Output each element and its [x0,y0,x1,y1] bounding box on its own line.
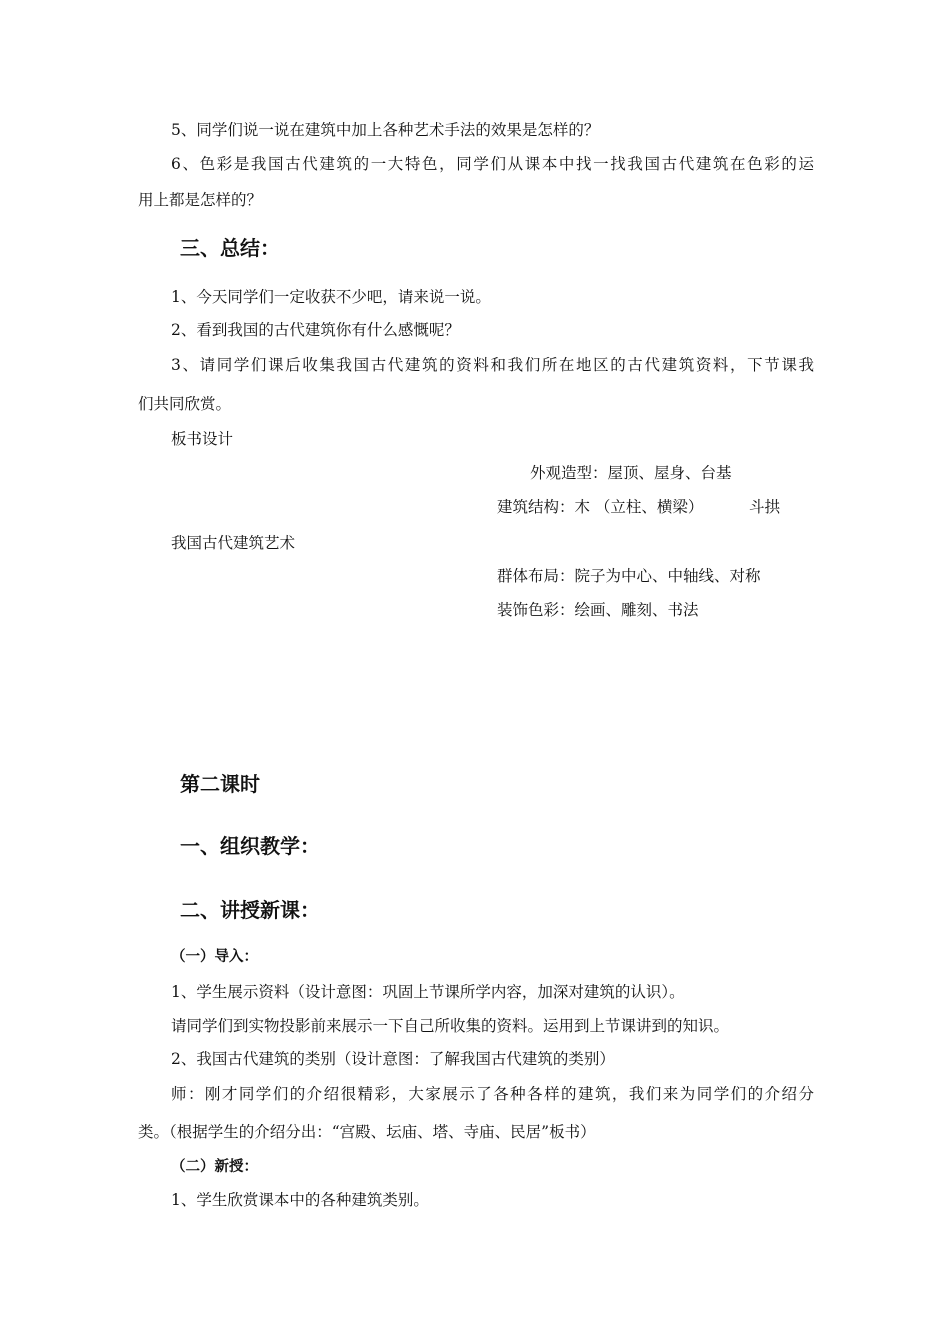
question-5: 5、同学们说一说在建筑中加上各种艺术手法的效果是怎样的？ [171,121,600,139]
board-center-title: 我国古代建筑艺术 [171,534,296,552]
board-layout: 群体布局：院子为中心、中轴线、对称 [497,567,761,585]
board-structure: 建筑结构：木 （立柱、横梁） [497,498,704,516]
summary-heading: 三、总结： [180,236,280,260]
lesson-2-para-4-line-2: 类。（根据学生的介绍分出：“宫殿、坛庙、塔、寺庙、民居”板书） [138,1123,596,1141]
intro-subheading: （一）导入： [171,949,258,965]
summary-item-3-line-2: 们共同欣赏。 [138,395,232,413]
lesson-2-para-2: 请同学们到实物投影前来展示一下自己所收集的资料。运用到上节课讲到的知识。 [171,1017,730,1035]
lesson-2-para-1: 1、学生展示资料（设计意图：巩固上节课所学内容，加深对建筑的认识）。 [171,983,685,1001]
board-structure-extra: 斗拱 [749,498,781,516]
lesson-2-title: 第二课时 [180,772,260,796]
new-lesson-subheading: （二）新授： [171,1159,258,1175]
lesson-2-para-5: 1、学生欣赏课本中的各种建筑类别。 [171,1191,429,1209]
board-appearance: 外观造型：屋顶、屋身、台基 [530,464,732,482]
summary-item-1: 1、今天同学们一定收获不少吧，请来说一说。 [171,288,491,306]
lesson-2-part-1-heading: 一、组织教学： [180,834,320,858]
lesson-2-para-3: 2、我国古代建筑的类别（设计意图：了解我国古代建筑的类别） [171,1050,615,1068]
question-6-line-2: 用上都是怎样的？ [138,191,263,209]
summary-item-3-line-1: 3、请同学们课后收集我国古代建筑的资料和我们所在地区的古代建筑资料，下节课我 [171,356,814,374]
board-decoration: 装饰色彩：绘画、雕刻、书法 [497,601,699,619]
board-design-label: 板书设计 [171,430,234,448]
lesson-2-para-4-line-1: 师：刚才同学们的介绍很精彩，大家展示了各种各样的建筑，我们来为同学们的介绍分 [171,1085,814,1103]
summary-item-2: 2、看到我国的古代建筑你有什么感慨呢？ [171,321,460,339]
question-6-line-1: 6、色彩是我国古代建筑的一大特色，同学们从课本中找一找我国古代建筑在色彩的运 [171,155,814,173]
lesson-2-part-2-heading: 二、讲授新课： [180,898,320,922]
